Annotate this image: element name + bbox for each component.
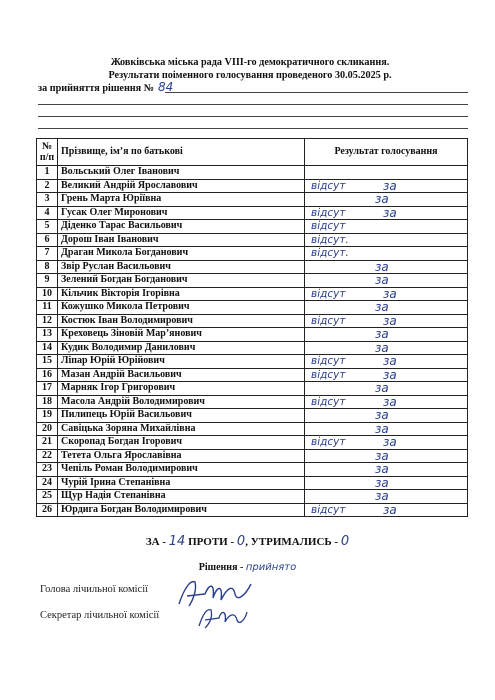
table-row [37,179,468,193]
vote-result [305,368,468,382]
vote-mark: за [383,502,397,517]
table-row [37,193,468,207]
table-row [37,247,468,261]
absent-mark: відсут [311,503,346,516]
chair-label: Голова лічильної комісії [40,584,149,595]
deputy-name: Діденко Тарас Васильович [58,220,305,234]
table-body [37,166,468,517]
deputy-name: Пилипець Юрій Васильович [58,409,305,423]
vote-result [305,328,468,342]
table-row [37,166,468,180]
row-number: 4 [37,206,58,220]
row-number: 15 [37,355,58,369]
table-row [37,287,468,301]
row-number: 10 [37,287,58,301]
vote-result [305,233,468,247]
decision-result-label: Рішення - [198,562,244,573]
blank-rule [38,116,468,117]
vote-results-title: Результати поіменного голосування проведеного 30.05.2025 р. [108,70,392,81]
table-row [37,436,468,450]
vote-mark: за [375,489,389,503]
row-number: 20 [37,422,58,436]
decision-result-value: прийнято [245,562,297,573]
za-value: 14 [168,534,186,549]
row-number: 25 [37,490,58,504]
vote-result [305,422,468,436]
vote-result [305,247,468,261]
absent-mark: відсут [311,314,346,327]
table-row [37,422,468,436]
vote-mark: за [375,381,389,395]
row-number: 6 [37,233,58,247]
vote-result [305,436,468,450]
voting-table [36,138,468,517]
vote-mark: за [375,421,389,436]
decision-number-line [38,80,173,94]
vote-mark: за [375,192,389,206]
deputy-name: Щур Надія Степанівна [58,490,305,504]
decision-label: за прийняття рішення № [38,83,154,94]
deputy-name: Гусак Олег Миронович [58,206,305,220]
vote-totals [0,534,495,549]
table-row [37,220,468,234]
row-number: 1 [37,166,58,180]
vote-result [305,449,468,463]
row-number: 13 [37,328,58,342]
table-row [37,301,468,315]
row-number: 26 [37,503,58,517]
vote-result [305,301,468,315]
absent-mark: відсут. [311,247,349,259]
vote-result [305,503,468,517]
row-number: 16 [37,368,58,382]
document-header [30,56,470,82]
deputy-name: Кожушко Микола Петрович [58,301,305,315]
table-row [37,355,468,369]
vote-mark: за [375,448,389,463]
vote-result [305,395,468,409]
vote-result [305,314,468,328]
row-number: 11 [37,301,58,315]
vote-mark: за [375,340,389,355]
utrym-label: , УТРИМАЛИСЬ - [245,536,339,548]
vote-result [305,382,468,396]
table-row [37,503,468,517]
vote-mark: за [383,313,397,328]
deputy-name: Чурій Ірина Степанівна [58,476,305,490]
table-row [37,260,468,274]
row-number: 8 [37,260,58,274]
proty-value: 0 [236,534,246,549]
absent-mark: відсут [311,436,346,448]
table-row [37,328,468,342]
vote-result [305,166,468,180]
row-number: 22 [37,449,58,463]
row-number: 18 [37,395,58,409]
deputy-name: Звір Руслан Васильович [58,260,305,274]
deputy-name: Креховець Зіновій Мар’янович [58,328,305,342]
absent-mark: відсут [311,179,346,192]
secretary-signature-icon [195,602,250,632]
deputy-name: Кільчик Вікторія Ігорівна [58,287,305,301]
vote-mark: за [375,408,389,422]
vote-mark: за [383,286,397,301]
deputy-name: Тетета Ольга Ярославівна [58,449,305,463]
deputy-name: Вольський Олег Іванович [58,166,305,180]
table-row [37,233,468,247]
row-number: 5 [37,220,58,234]
deputy-name: Скоропад Богдан Ігорович [58,436,305,450]
vote-result [305,476,468,490]
row-number: 14 [37,341,58,355]
deputy-name: Юрдига Богдан Володимирович [58,503,305,517]
absent-mark: відсут [311,220,346,232]
council-title: Жовківська міська рада VIII-го демократичного скликання. [110,57,390,68]
vote-result [305,341,468,355]
secretary-label: Секретар лічильної комісії [40,610,160,621]
table-row [37,274,468,288]
vote-result [305,409,468,423]
table-row [37,463,468,477]
absent-mark: відсут [311,368,346,381]
deputy-name: Чепіль Роман Володимирович [58,463,305,477]
table-row [37,314,468,328]
row-number: 23 [37,463,58,477]
absent-mark: відсут. [311,233,349,246]
za-label: ЗА - [145,536,167,548]
row-number: 24 [37,476,58,490]
row-number: 2 [37,179,58,193]
row-number: 9 [37,274,58,288]
deputy-name: Костюк Іван Володимирович [58,314,305,328]
table-row [37,368,468,382]
deputy-name: Великий Андрій Ярославович [58,179,305,193]
deputy-name: Драган Микола Богданович [58,247,305,261]
table-row [37,382,468,396]
row-number: 3 [37,193,58,207]
vote-result [305,355,468,369]
table-row [37,409,468,423]
vote-mark: за [383,354,397,368]
row-number: 21 [37,436,58,450]
decision-number: 84 [157,80,174,94]
vote-mark: за [383,435,397,449]
table-row [37,476,468,490]
deputy-name: Савіцька Зоряна Михайлівна [58,422,305,436]
vote-result [305,179,468,193]
vote-mark: за [375,475,389,490]
vote-mark: за [375,300,389,314]
underline-rule [165,92,468,93]
deputy-name: Масола Андрій Володимирович [58,395,305,409]
vote-mark: за [383,367,397,382]
deputy-name: Мазан Андрій Васильович [58,368,305,382]
deputy-name: Кудик Володимир Данилович [58,341,305,355]
row-number: 7 [37,247,58,261]
row-number: 19 [37,409,58,423]
table-row [37,206,468,220]
vote-result [305,193,468,207]
vote-mark: за [383,178,397,193]
row-number: 12 [37,314,58,328]
deputy-name: Марняк Ігор Григорович [58,382,305,396]
vote-mark: за [375,273,389,287]
table-row [37,341,468,355]
blank-rule [38,128,468,129]
vote-result [305,220,468,234]
vote-result [305,206,468,220]
vote-result [305,287,468,301]
decision-result [0,562,495,573]
vote-result [305,490,468,504]
vote-mark: за [383,394,397,409]
table-row [37,449,468,463]
table-header-row [37,139,468,166]
row-number: 17 [37,382,58,396]
vote-mark: за [375,462,389,476]
deputy-name: Зелений Богдан Богданович [58,274,305,288]
header-result: Результат голосування [305,139,468,166]
utrym-value: 0 [340,534,350,549]
absent-mark: відсут [311,395,346,408]
deputy-name: Лiпар Юрiй Юрiйович [58,355,305,369]
table-row [37,490,468,504]
deputy-name: Дорош Іван Іванович [58,233,305,247]
table-row [37,395,468,409]
absent-mark: відсут [311,206,346,219]
vote-result [305,274,468,288]
vote-mark: за [383,205,397,220]
proty-label: ПРОТИ - [188,536,235,548]
vote-result [305,463,468,477]
header-name: Прізвище, ім’я по батькові [58,139,305,166]
vote-mark: за [375,327,389,341]
header-number: № п/п [37,139,58,166]
vote-result [305,260,468,274]
blank-rule [38,104,468,105]
deputy-name: Грень Марта Юріївна [58,193,305,207]
vote-mark: за [375,259,389,274]
absent-mark: відсут [311,287,346,300]
absent-mark: відсут [311,355,346,367]
